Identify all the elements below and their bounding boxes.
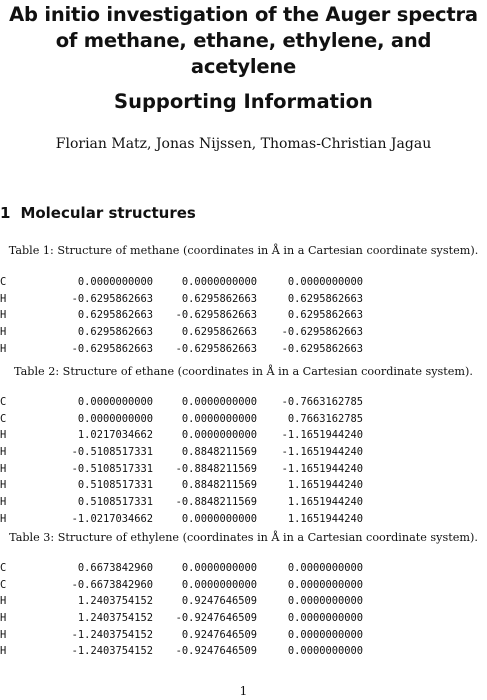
x-coordinate: 0.0000000000 (77, 276, 153, 288)
y-coordinate: 0.0000000000 (181, 512, 257, 525)
page-number: 1 (239, 684, 248, 698)
author-list: Florian Matz, Jonas Nijssen, Thomas-Christian Jagau (55, 136, 432, 152)
table-row (0, 309, 487, 326)
z-coordinate: 0.0000000000 (287, 276, 363, 288)
table-row (0, 463, 487, 480)
table-row (0, 413, 487, 430)
paper-title (0, 2, 487, 80)
table-2-caption: Table 2: Structure of ethane (coordinates in Å in a Cartesian coordinate system). (14, 365, 473, 378)
atom-symbol: H (0, 309, 7, 322)
atom-symbol: H (0, 628, 7, 641)
z-coordinate: -0.7663162785 (281, 396, 363, 408)
atom-symbol: H (0, 462, 7, 475)
z-coordinate: -1.1651944240 (281, 462, 363, 475)
x-coordinate: 1.2403754152 (77, 595, 153, 608)
y-coordinate: 0.0000000000 (181, 578, 257, 591)
atom-symbol: H (0, 326, 7, 339)
atom-symbol: H (0, 292, 7, 305)
z-coordinate: -0.6295862663 (281, 342, 363, 355)
section-heading (0, 204, 196, 222)
z-coordinate: -1.1651944240 (281, 429, 363, 442)
y-coordinate: -0.8848211569 (175, 496, 257, 509)
x-coordinate: 1.2403754152 (77, 612, 153, 625)
table-row (0, 276, 487, 293)
z-coordinate: 0.0000000000 (287, 645, 363, 658)
y-coordinate: -0.8848211569 (175, 462, 257, 475)
atom-symbol: H (0, 496, 7, 509)
table-row (0, 343, 487, 360)
atom-symbol: H (0, 645, 7, 658)
z-coordinate: 0.0000000000 (287, 578, 363, 591)
y-coordinate: -0.9247646509 (175, 645, 257, 658)
atom-symbol: H (0, 595, 7, 608)
atom-symbol: H (0, 612, 7, 625)
x-coordinate: -0.5108517331 (71, 462, 153, 475)
table-row (0, 479, 487, 496)
section-number: 1 (0, 204, 11, 222)
z-coordinate: 0.0000000000 (287, 628, 363, 641)
table-2-coordinates (0, 396, 487, 530)
table-row (0, 595, 487, 612)
z-coordinate: 0.0000000000 (287, 595, 363, 608)
atom-symbol: H (0, 512, 7, 525)
x-coordinate: -1.2403754152 (71, 628, 153, 641)
y-coordinate: 0.8848211569 (181, 446, 257, 459)
z-coordinate: 0.6295862663 (287, 292, 363, 305)
subtitle: Supporting Information (114, 90, 373, 113)
x-coordinate: -0.6295862663 (71, 292, 153, 305)
y-coordinate: 0.0000000000 (181, 562, 257, 574)
z-coordinate: 0.0000000000 (287, 562, 363, 574)
table-row (0, 446, 487, 463)
z-coordinate: 0.6295862663 (287, 309, 363, 322)
atom-symbol: C (0, 578, 7, 591)
x-coordinate: 0.5108517331 (77, 496, 153, 509)
table-row (0, 579, 487, 596)
table-row (0, 429, 487, 446)
x-coordinate: -0.6673842960 (71, 578, 153, 591)
z-coordinate: -0.6295862663 (281, 326, 363, 339)
title-line-1: Ab initio investigation of the Auger spectra (9, 3, 478, 26)
title-line-2: of methane, ethane, ethylene, and acetylene (55, 29, 432, 78)
x-coordinate: 0.5108517331 (77, 479, 153, 492)
atom-symbol: H (0, 446, 7, 459)
x-coordinate: -0.5108517331 (71, 446, 153, 459)
x-coordinate: 0.0000000000 (77, 412, 153, 425)
table-row (0, 513, 487, 530)
y-coordinate: -0.6295862663 (175, 342, 257, 355)
table-1-caption: Table 1: Structure of methane (coordinates in Å in a Cartesian coordinate system). (8, 244, 479, 257)
x-coordinate: -1.0217034662 (71, 512, 153, 525)
y-coordinate: 0.0000000000 (181, 412, 257, 425)
z-coordinate: 1.1651944240 (287, 496, 363, 509)
atom-symbol: H (0, 342, 7, 355)
table-row (0, 396, 487, 413)
table-3-caption: Table 3: Structure of ethylene (coordinates in Å in a Cartesian coordinate system). (9, 531, 478, 544)
table-3-coordinates (0, 562, 487, 662)
table-row (0, 612, 487, 629)
table-row (0, 629, 487, 646)
x-coordinate: 1.0217034662 (77, 429, 153, 442)
y-coordinate: 0.0000000000 (181, 429, 257, 442)
y-coordinate: -0.6295862663 (175, 309, 257, 322)
y-coordinate: 0.8848211569 (181, 479, 257, 492)
atom-symbol: C (0, 412, 7, 425)
x-coordinate: 0.6295862663 (77, 326, 153, 339)
table-row (0, 645, 487, 662)
table-row (0, 326, 487, 343)
atom-symbol: C (0, 276, 7, 288)
table-row (0, 496, 487, 513)
atom-symbol: C (0, 562, 7, 574)
z-coordinate: 1.1651944240 (287, 479, 363, 492)
y-coordinate: 0.0000000000 (181, 396, 257, 408)
y-coordinate: 0.0000000000 (181, 276, 257, 288)
table-row (0, 562, 487, 579)
y-coordinate: -0.9247646509 (175, 612, 257, 625)
table-1-coordinates (0, 276, 487, 359)
section-title: Molecular structures (20, 204, 196, 222)
z-coordinate: 0.0000000000 (287, 612, 363, 625)
x-coordinate: 0.6295862663 (77, 309, 153, 322)
z-coordinate: 0.7663162785 (287, 412, 363, 425)
x-coordinate: -1.2403754152 (71, 645, 153, 658)
atom-symbol: H (0, 429, 7, 442)
x-coordinate: 0.6673842960 (77, 562, 153, 574)
x-coordinate: 0.0000000000 (77, 396, 153, 408)
x-coordinate: -0.6295862663 (71, 342, 153, 355)
y-coordinate: 0.9247646509 (181, 595, 257, 608)
atom-symbol: H (0, 479, 7, 492)
z-coordinate: 1.1651944240 (287, 512, 363, 525)
z-coordinate: -1.1651944240 (281, 446, 363, 459)
table-row (0, 293, 487, 310)
y-coordinate: 0.6295862663 (181, 292, 257, 305)
atom-symbol: C (0, 396, 7, 408)
y-coordinate: 0.9247646509 (181, 628, 257, 641)
y-coordinate: 0.6295862663 (181, 326, 257, 339)
